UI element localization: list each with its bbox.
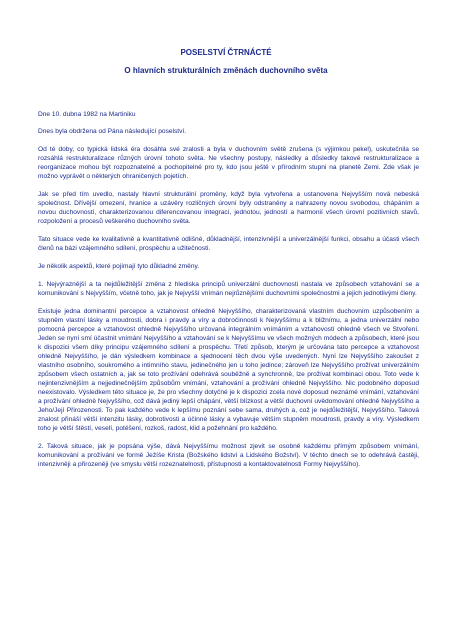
date-line: Dne 10. dubna 1982 na Martiniku <box>38 111 136 118</box>
document-subtitle: O hlavních strukturálních změnách duchovního světa <box>124 66 328 75</box>
intro-line: Dnes byla obdržena od Pána následující poselství. <box>38 128 187 135</box>
document-title: POSELSTVÍ ČTRNÁCTÉ <box>180 48 272 57</box>
paragraph: Existuje jedna dominantní percepce a vztahovost ohledně Nejvyššího, charakterizovaná vlastním duchovním uzpůsobením a stupněm vlastní lásky a moudrosti, dobra i pravdy a víry a dobročinnosti k Nejvyššímu a k bližnímu, a jedna univerzální nebo pomocná percepce a vztahovost ohledně Nejvyššího určovaná integrálním vnímáním a vztahovostí ohledně všech ve Stvoření. Jeden se nyní smí účastnit vnímání Nejvyššího a vztahování se k Nejvyššímu ve všech možných módech a způsobech, které jsou k dispozici všem díky principu vzájemného sdílení a prospěchu. Třetí způsob, kterým je určována tato percepce a vztahovost ohledně Nejvyššího, je dán výsledkem kombinace a sjednocení těch dvou výše uvedených. Nyní lze Nejvyššího zakoušet z vlastního osobního, soukromého a intimního stavu, jedinečného jen u toho jedince; zároveň lze Nejvyššího prožívat univerzálním způsobem všech ostatních a, jak se toto prožívání odehrává souběžně a synchronně, lze prožívat kombinaci obou. Toto vede k nejintenzivnějším a nejjedinečnějším způsobům vnímání, vztahování a prožívání ohledně Nejvyššího. Nic podobného doposud neexistovalo. Výsledkem této situace je, že pro všechny dotyčné je k dispozici zcela nové doposud neznámé vnímání, vztahování a prožívání ohledně Nejvyššího, což dává jediný lepší chápání, větší blízkost a větší duchovní uvědomování ohledně Nejvyššího a Jeho/Její Přirozenosti. To pak každého vede k lepšímu poznání sebe sama, druhých a, což je nejdůležitější, Nejvyššího. Taková znalost přináší větší intenzitu lásky, dobrotivosti a účinné lásky a vybavuje větším stupněm moudrosti, pravdy a víry. Výsledkem toho je větší štěstí, veselí, potěšení, rozkoš, radost, klid a požehnání pro každého. <box>38 308 419 432</box>
numbered-paragraph-2: 2. Taková situace, jak je popsána výše, dává Nejvyššímu možnost zjevit se osobně každému přímým způsobem vnímání, komunikování a prožívání ve formě Ježíše Krista (Božského lidství a Lidského Božství). V těchto dnech se to odehrává častěji, intenzivněji a přirozeněji (ve smyslu větší rozeznatelnosti, přístupnosti a kontaktovatelnosti Formy Nejvyššího). <box>38 443 419 468</box>
paragraph: Od té doby, co typická lidská éra dosáhla své zralosti a byla v duchovním světě zrušena (s výjimkou pekel), uskutečnila se rozsáhlá restrukturalizace různých úrovní tohoto světa. Ne všechny postupy, následky a důsledky takové restrukturalizace a reorganizace mohou být rozpoznatelné a pochopitelné pro ty, kdo jsou ještě v přírodním stupni na planetě Zemi. Zde však je možno vyprávět o některých ohraničených pojetích. <box>38 146 419 180</box>
paragraph: Je několik aspektů, které pojímají tyto důkladné změny. <box>38 263 200 270</box>
paragraph: Jak se před tím uvedlo, nastaly hlavní strukturální proměny, když byla vytvořena a ustanovena Nejvyšším nová nebeská společnost. Dřívější omezení, hranice a uzávěry rozličných úrovní byly odstraněny a nahrazeny novou svobodou, chápáním a novou duchovností, charakterizovanou diferencovanou integrací, jednotou, jedností a harmonií všech úrovní pozitivních stavů, rozpoložení a procesů veškerého duchovního světa. <box>38 191 419 225</box>
document-body <box>38 110 419 478</box>
paragraph: Tato situace vede ke kvalitativně a kvantitativně odlišné, důkladnější, intenzivnější a univerzálnější funkci, obsahu a účasti všech členů na bázi vzájemného sdílení, prospěchu a užitečnosti. <box>38 236 419 252</box>
numbered-paragraph-1: 1. Nejvýraznější a ta nejdůležitější změna z hlediska principů univerzální duchovnosti nastala ve způsobech vztahování se a komunikování s Nejvyšším, včetně toho, jak je Nejvyšší vnímán nejrůznějšími duchovními společnostmi a jejich jednotlivými členy. <box>38 281 419 297</box>
